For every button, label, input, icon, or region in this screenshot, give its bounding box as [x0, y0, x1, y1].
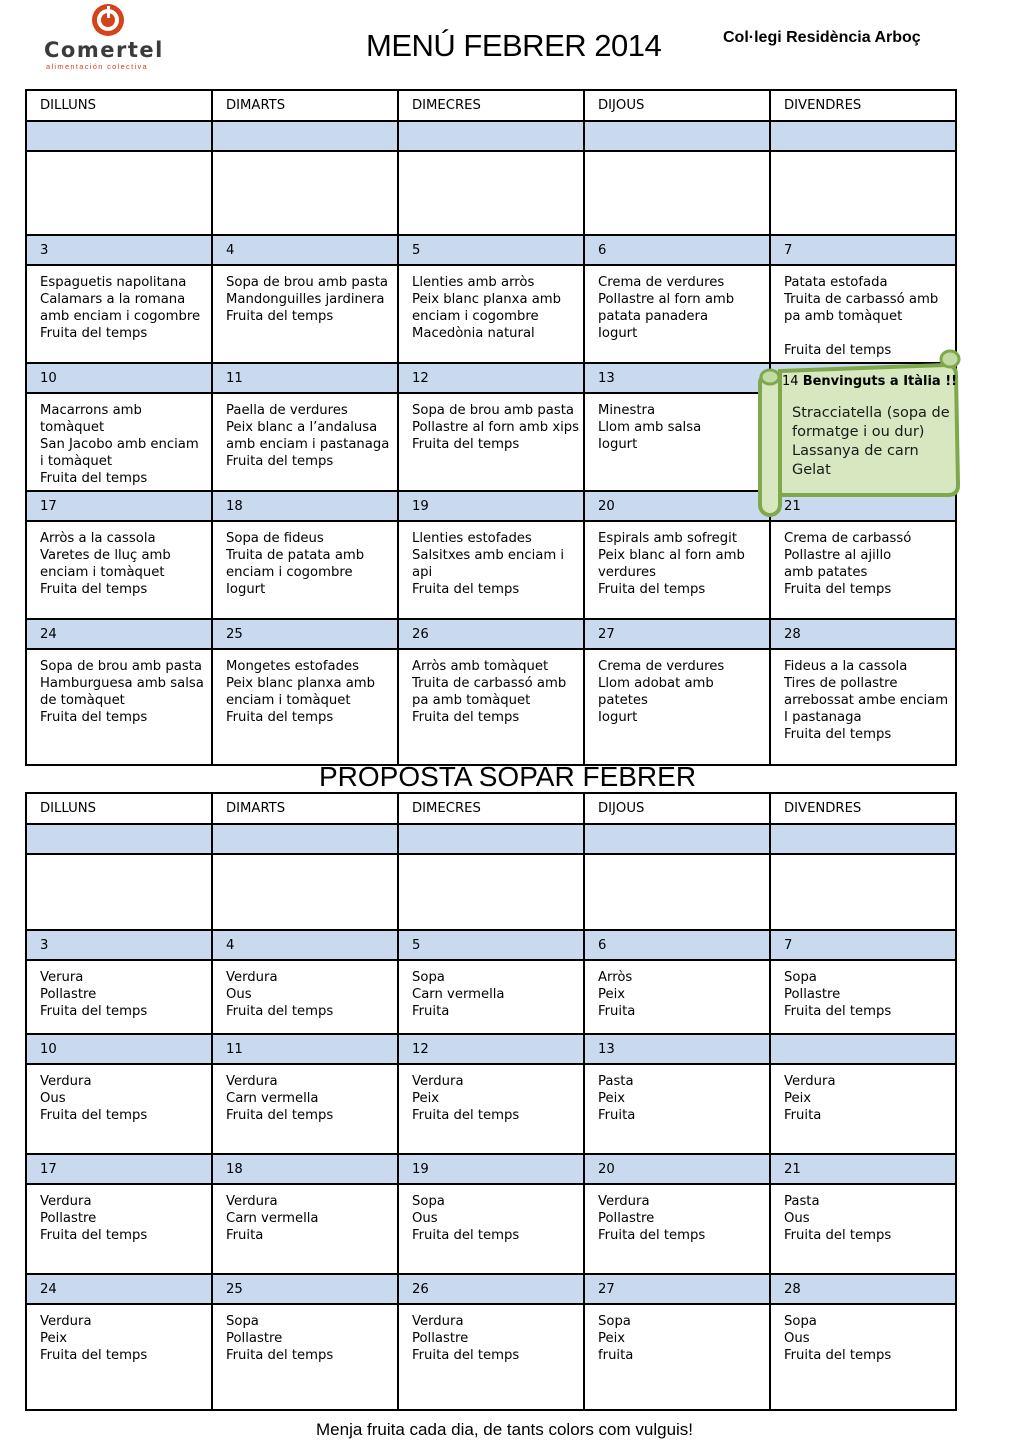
menu-item: Ous — [784, 1331, 810, 1346]
date-cell: 27 — [584, 1274, 770, 1304]
date-cell: 13 — [584, 363, 770, 393]
date-cell: 7 — [770, 930, 956, 960]
menu-cell — [398, 1064, 584, 1154]
menu-item: Pollastre — [226, 1331, 283, 1346]
menu-cell — [26, 521, 212, 619]
menu-item: Pasta — [598, 1074, 634, 1089]
menu-item: Sopa — [784, 1314, 817, 1329]
date-cell: 26 — [398, 1274, 584, 1304]
menu-item: Sopa — [598, 1314, 631, 1329]
comertel-logo-icon — [90, 2, 126, 38]
date-cell: 20 — [584, 491, 770, 521]
menu-item: Fruita del temps — [784, 1004, 892, 1019]
menu-item: enciam i tomàquet — [226, 693, 351, 708]
menu-cell — [26, 1184, 212, 1274]
menu-item: Fruita del temps — [40, 471, 148, 486]
menu-item: Pasta — [784, 1194, 820, 1209]
menu-item: Verdura — [226, 1194, 278, 1209]
menu-item: Fruita del temps — [40, 1348, 148, 1363]
menu-cell — [212, 960, 398, 1034]
menu-item: Verdura — [784, 1074, 836, 1089]
date-cell: 24 — [26, 619, 212, 649]
menu-item: Fruita del temps — [784, 343, 892, 358]
date-cell — [26, 824, 212, 854]
menu-item: Minestra — [598, 403, 656, 418]
date-cell: 7 — [770, 235, 956, 265]
menu-item: Varetes de lluç amb — [40, 548, 171, 563]
date-cell: 21 — [770, 1154, 956, 1184]
menu-item: Arròs — [598, 970, 633, 985]
menu-cell — [26, 854, 212, 930]
menu-item: Iogurt — [226, 582, 266, 597]
menu-item: Pollastre — [412, 1331, 469, 1346]
menu-item: Carn vermella — [412, 987, 505, 1002]
school-name: Col·legi Residència Arboç — [723, 29, 921, 46]
menu-item: Peix blanc planxa amb — [226, 676, 376, 691]
menu-cell — [770, 521, 956, 619]
menu-cell — [584, 151, 770, 235]
menu-cell — [398, 265, 584, 363]
menu-item: Peix — [40, 1331, 68, 1346]
menu-item: Fruita — [784, 1108, 822, 1123]
weekday-header: DIJOUS — [584, 90, 770, 121]
menu-item: Peix — [784, 1091, 812, 1106]
date-cell: 5 — [398, 235, 584, 265]
date-cell: 4 — [212, 930, 398, 960]
menu-item: Pollastre — [598, 1211, 655, 1226]
menu-item: Truita de carbassó amb — [412, 676, 567, 691]
menu-item: Arròs a la cassola — [40, 531, 156, 546]
date-cell: 10 — [26, 363, 212, 393]
menu-cell — [26, 960, 212, 1034]
menu-item: Fruita del temps — [226, 454, 334, 469]
page-title: MENÚ FEBRER 2014 — [366, 28, 662, 63]
menu-cell — [584, 521, 770, 619]
menu-item: api — [412, 565, 433, 580]
menu-item — [784, 325, 955, 342]
menu-item: Verdura — [40, 1194, 92, 1209]
menu-item: Sopa de brou amb pasta — [412, 403, 574, 418]
menu-cell — [212, 393, 398, 491]
menu-item: Truita de patata amb — [226, 548, 365, 563]
date-cell — [212, 121, 398, 151]
menu-item: verdures — [598, 565, 656, 580]
menu-item: Fruita del temps — [40, 1228, 148, 1243]
menu-cell — [26, 1304, 212, 1410]
menu-item: enciam i cogombre — [412, 309, 539, 324]
special-item: Lassanya de carn — [792, 443, 919, 459]
menu-item: Verdura — [226, 1074, 278, 1089]
menu-cell — [26, 393, 212, 491]
date-cell: 13 — [584, 1034, 770, 1064]
menu-item: Peix — [598, 987, 626, 1002]
footer-slogan: Menja fruita cada dia, de tants colors com vulguis! — [316, 1420, 694, 1439]
date-cell: 12 — [398, 1034, 584, 1064]
menu-item: Crema de carbassó — [784, 531, 912, 546]
menu-item: Fruita del temps — [40, 582, 148, 597]
menu-cell — [770, 854, 956, 930]
weekday-header: DIMARTS — [212, 793, 398, 824]
menu-item: Verdura — [40, 1314, 92, 1329]
date-cell: 17 — [26, 491, 212, 521]
date-cell: 27 — [584, 619, 770, 649]
menu-item: Espirals amb sofregit — [598, 531, 737, 546]
menu-item: patata panadera — [598, 309, 709, 324]
menu-item: Peix — [598, 1091, 626, 1106]
menu-item: Sopa de brou amb pasta — [226, 275, 388, 290]
menu-item: Fruita del temps — [412, 1348, 520, 1363]
date-cell: 11 — [212, 363, 398, 393]
logo-tagline: alimentación colectiva — [46, 62, 148, 71]
menu-cell — [212, 521, 398, 619]
menu-cell — [212, 265, 398, 363]
weekday-header: DIMECRES — [398, 90, 584, 121]
menu-item: Sopa — [784, 970, 817, 985]
weekday-header: DIMARTS — [212, 90, 398, 121]
menu-item: Fruita del temps — [226, 1108, 334, 1123]
special-menu — [792, 404, 952, 480]
menu-cell — [26, 265, 212, 363]
menu-item: Fruita del temps — [226, 1004, 334, 1019]
menu-cell — [398, 151, 584, 235]
menu-item: Ous — [412, 1211, 438, 1226]
menu-item: San Jacobo amb enciam — [40, 437, 199, 452]
weekday-header: DIJOUS — [584, 793, 770, 824]
date-cell: 21 — [770, 491, 956, 521]
menu-cell — [26, 649, 212, 765]
menu-item: Paella de verdures — [226, 403, 348, 418]
menu-item: Fruita del temps — [784, 1348, 892, 1363]
menu-cell — [584, 265, 770, 363]
comertel-logo — [40, 2, 180, 72]
menu-item: Fruita del temps — [412, 1108, 520, 1123]
menu-item: Sopa — [412, 1194, 445, 1209]
menu-item: pa amb tomàquet — [412, 693, 531, 708]
date-cell: 28 — [770, 1274, 956, 1304]
menu-item: Llom amb salsa — [598, 420, 702, 435]
menu-cell — [212, 151, 398, 235]
date-cell — [770, 1034, 956, 1064]
menu-item: Fideus a la cassola — [784, 659, 908, 674]
menu-item: Fruita del temps — [412, 1228, 520, 1243]
special-day-number: 14 — [782, 374, 799, 389]
menu-cell — [584, 854, 770, 930]
menu-item: Fruita del temps — [226, 309, 334, 324]
menu-cell — [770, 649, 956, 765]
menu-item: Sopa — [412, 970, 445, 985]
menu-item: amb enciam i cogombre — [40, 309, 201, 324]
menu-cell — [26, 1064, 212, 1154]
menu-item: Llenties estofades — [412, 531, 532, 546]
menu-cell — [770, 1304, 956, 1410]
date-cell: 26 — [398, 619, 584, 649]
menu-item: arrebossat ambe enciam — [784, 693, 949, 708]
menu-item: Verdura — [412, 1314, 464, 1329]
menu-item: amb enciam i pastanaga — [226, 437, 390, 452]
menu-item: Mongetes estofades — [226, 659, 359, 674]
special-day-header — [782, 374, 957, 389]
menu-item: Ous — [784, 1211, 810, 1226]
weekday-header: DILLUNS — [26, 793, 212, 824]
menu-item: Pollastre al forn amb — [598, 292, 735, 307]
menu-item: Fruita — [598, 1004, 636, 1019]
date-cell: 3 — [26, 235, 212, 265]
menu-item: Verdura — [40, 1074, 92, 1089]
menu-item: Iogurt — [598, 437, 638, 452]
menu-cell — [212, 1304, 398, 1410]
menu-item: Fruita del temps — [784, 582, 892, 597]
menu-item: enciam i cogombre — [226, 565, 353, 580]
menu-item: Peix — [598, 1331, 626, 1346]
special-item: Stracciatella (sopa de — [792, 405, 950, 421]
date-cell — [398, 121, 584, 151]
menu-cell — [398, 521, 584, 619]
date-cell — [212, 824, 398, 854]
weekday-header: DIVENDRES — [770, 90, 956, 121]
menu-item: tomàquet — [40, 420, 105, 435]
date-cell: 20 — [584, 1154, 770, 1184]
date-cell: 18 — [212, 491, 398, 521]
menu-item: Fruita del temps — [226, 1348, 334, 1363]
menu-item: Pollastre al ajillo — [784, 548, 892, 563]
menu-item: Fruita del temps — [412, 582, 520, 597]
date-cell: 10 — [26, 1034, 212, 1064]
menu-item: Verdura — [226, 970, 278, 985]
menu-item: Patata estofada — [784, 275, 888, 290]
menu-item: Ous — [226, 987, 252, 1002]
menu-item: Verura — [40, 970, 84, 985]
menu-item: Crema de verdures — [598, 659, 725, 674]
date-cell: 25 — [212, 1274, 398, 1304]
menu-item: Sopa de fideus — [226, 531, 324, 546]
date-cell: 19 — [398, 491, 584, 521]
menu-cell — [26, 151, 212, 235]
menu-cell — [584, 649, 770, 765]
menu-item: Carn vermella — [226, 1091, 319, 1106]
menu-item: Fruita del temps — [40, 326, 148, 341]
menu-cell — [770, 1064, 956, 1154]
menu-cell — [584, 1064, 770, 1154]
menu-item: Verdura — [598, 1194, 650, 1209]
menu-item: Fruita del temps — [40, 710, 148, 725]
date-cell: 5 — [398, 930, 584, 960]
menu-item: Peix blanc planxa amb — [412, 292, 562, 307]
menu-item: Tires de pollastre — [784, 676, 898, 691]
menu-item: Fruita — [598, 1108, 636, 1123]
menu-item: Pollastre — [40, 1211, 97, 1226]
menu-item: Pollastre — [784, 987, 841, 1002]
menu-item: i tomàquet — [40, 454, 113, 469]
menu-item: Carn vermella — [226, 1211, 319, 1226]
menu-cell — [212, 854, 398, 930]
date-cell — [584, 824, 770, 854]
weekday-header: DILLUNS — [26, 90, 212, 121]
menu-item: Peix blanc a l’andalusa — [226, 420, 378, 435]
menu-item: Salsitxes amb enciam i — [412, 548, 565, 563]
menu-item: Fruita del temps — [412, 437, 520, 452]
date-cell — [770, 824, 956, 854]
date-cell: 19 — [398, 1154, 584, 1184]
menu-cell — [398, 854, 584, 930]
menu-item: Verdura — [412, 1074, 464, 1089]
date-cell: 12 — [398, 363, 584, 393]
menu-item: Peix — [412, 1091, 440, 1106]
menu-cell — [770, 960, 956, 1034]
menu-item: de tomàquet — [40, 693, 125, 708]
menu-item: Peix blanc al forn amb — [598, 548, 745, 563]
date-cell: 6 — [584, 930, 770, 960]
menu-item: Arròs amb tomàquet — [412, 659, 549, 674]
menu-item: Sopa de brou amb pasta — [40, 659, 202, 674]
date-cell: 25 — [212, 619, 398, 649]
menu-item: Fruita — [226, 1228, 264, 1243]
date-cell: 11 — [212, 1034, 398, 1064]
date-cell — [770, 121, 956, 151]
menu-item: Iogurt — [598, 326, 638, 341]
weekday-header: DIMECRES — [398, 793, 584, 824]
special-day-title: Benvinguts a Itàlia !! — [802, 374, 958, 389]
menu-item: Fruita del temps — [40, 1004, 148, 1019]
date-cell: 4 — [212, 235, 398, 265]
menu-cell — [584, 1304, 770, 1410]
menu-item: Truita de carbassó amb — [784, 292, 939, 307]
weekday-header: DIVENDRES — [770, 793, 956, 824]
date-cell: 17 — [26, 1154, 212, 1184]
menu-item: Pollastre al forn amb xips — [412, 420, 580, 435]
menu-item: Mandonguilles jardinera — [226, 292, 385, 307]
menu-item: Pollastre — [40, 987, 97, 1002]
date-cell: 18 — [212, 1154, 398, 1184]
menu-item: Sopa — [226, 1314, 259, 1329]
date-cell — [584, 121, 770, 151]
menu-cell — [584, 960, 770, 1034]
menu-item: Macedònia natural — [412, 326, 535, 341]
menu-item: Fruita del temps — [784, 1228, 892, 1243]
menu-cell — [584, 1184, 770, 1274]
menu-item: Llom adobat amb — [598, 676, 714, 691]
menu-cell — [398, 393, 584, 491]
menu-item: amb patates — [784, 565, 868, 580]
menu-cell — [212, 1184, 398, 1274]
menu-item: Iogurt — [598, 710, 638, 725]
special-item: formatge i ou dur) — [792, 424, 925, 440]
date-cell — [398, 824, 584, 854]
menu-item: Calamars a la romana — [40, 292, 186, 307]
menu-cell — [212, 1064, 398, 1154]
date-cell: 3 — [26, 930, 212, 960]
dinner-calendar-table — [25, 792, 957, 1411]
menu-item: Llenties amb arròs — [412, 275, 535, 290]
menu-item: Fruita del temps — [412, 710, 520, 725]
menu-item: Espaguetis napolitana — [40, 275, 187, 290]
menu-cell — [770, 1184, 956, 1274]
menu-cell — [398, 1184, 584, 1274]
logo-name: Comertel — [44, 38, 164, 62]
menu-cell — [212, 649, 398, 765]
date-cell — [26, 121, 212, 151]
menu-item: Fruita del temps — [784, 727, 892, 742]
menu-item: Crema de verdures — [598, 275, 725, 290]
menu-item: Fruita del temps — [40, 1108, 148, 1123]
menu-cell — [398, 649, 584, 765]
menu-item: Hamburguesa amb salsa — [40, 676, 204, 691]
date-cell: 28 — [770, 619, 956, 649]
menu-cell — [398, 1304, 584, 1410]
date-cell: 6 — [584, 235, 770, 265]
menu-item: Fruita — [412, 1004, 450, 1019]
menu-cell — [770, 151, 956, 235]
menu-item: pa amb tomàquet — [784, 309, 903, 324]
menu-item: enciam i tomàquet — [40, 565, 165, 580]
special-item: Gelat — [792, 462, 831, 478]
menu-cell — [584, 393, 770, 491]
menu-cell — [398, 960, 584, 1034]
menu-item: Macarrons amb — [40, 403, 142, 418]
menu-item: Fruita del temps — [598, 1228, 706, 1243]
menu-item: Fruita del temps — [226, 710, 334, 725]
menu-item: I pastanaga — [784, 710, 862, 725]
menu-item: Ous — [40, 1091, 66, 1106]
menu-item: fruita — [598, 1348, 634, 1363]
date-cell: 24 — [26, 1274, 212, 1304]
menu-item: patetes — [598, 693, 648, 708]
dinner-title: PROPOSTA SOPAR FEBRER — [319, 761, 697, 792]
menu-item: Fruita del temps — [598, 582, 706, 597]
